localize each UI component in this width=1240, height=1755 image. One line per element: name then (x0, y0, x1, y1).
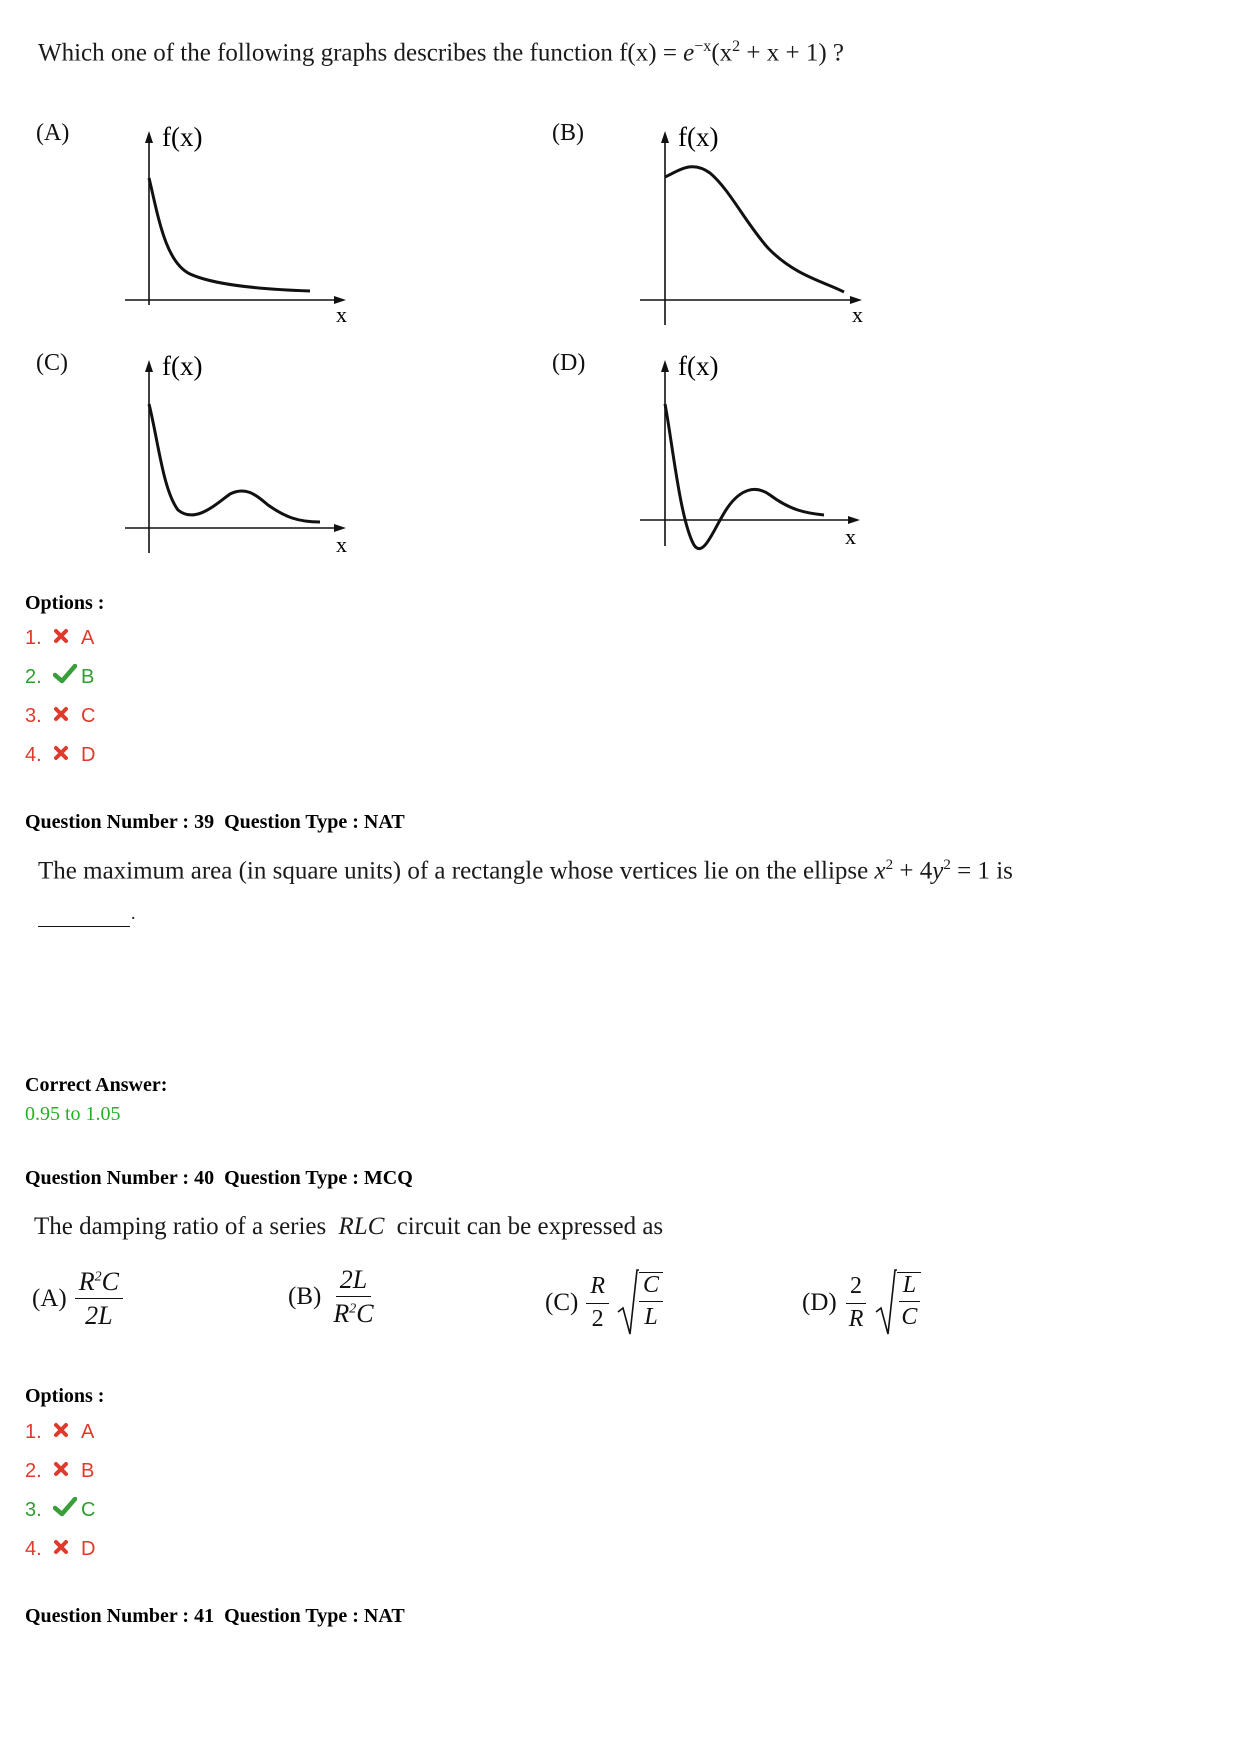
q40-option-2-label: B (81, 1459, 95, 1482)
q39-eq-mid: + 4 (899, 857, 933, 885)
q40-choice-b-label: (B) (288, 1282, 322, 1310)
q38-option-1-label: A (81, 626, 95, 649)
graph-c-xlabel: x (336, 532, 347, 557)
graph-a-xlabel: x (336, 302, 347, 327)
graphs-canvas (0, 0, 1240, 580)
cross-icon (53, 1538, 81, 1561)
q38-math-sq: 2 (732, 38, 741, 55)
q40-question-text (34, 1213, 663, 1241)
q40-choice-d-root-frac (897, 1272, 921, 1330)
q40-choice-d-coef (845, 1274, 868, 1331)
q38-option-3-label: C (81, 704, 96, 727)
q38-option-1-number: 1. (25, 626, 42, 649)
q39-header: Question Number : 39 Question Type : NAT (25, 811, 405, 833)
q40-choice-a-num-base: R (78, 1267, 95, 1296)
cross-icon (53, 705, 81, 728)
graph-c-label: (C) (36, 350, 68, 376)
graph-b-ylabel: f(x) (678, 122, 719, 152)
q39-question-body: The maximum area (in square units) of a rectangle whose vertices lie on the ellipse (38, 857, 869, 885)
graph-a-y-arrow (145, 131, 153, 143)
check-icon (53, 1497, 81, 1523)
q40-choice-c-coef-den: 2 (591, 1305, 604, 1332)
q38-option-2-label: B (81, 665, 95, 688)
q40-choice-b-denominator (329, 1297, 377, 1327)
q40-choice-b-den-base: R (333, 1299, 350, 1329)
q40-choice-d-coef-num: 2 (846, 1274, 866, 1303)
cross-icon (53, 627, 81, 650)
q39-answer-value: 0.95 to 1.05 (25, 1103, 121, 1125)
q39-eq-end: = 1 (957, 857, 990, 885)
q40-question-pre: The damping ratio of a series (34, 1213, 327, 1240)
q39-answer-blank (38, 916, 130, 927)
q40-choice-b-den-sup: 2 (349, 1301, 357, 1317)
graph-a (125, 122, 347, 327)
q38-option-4-number: 4. (25, 743, 42, 766)
q40-choice-a-label: (A) (32, 1284, 67, 1312)
graph-c-x-arrow (334, 524, 346, 532)
q39-eq-x: x (874, 857, 886, 885)
q39-answer-heading: Correct Answer: (25, 1074, 168, 1096)
q40-header: Question Number : 40 Question Type : MCQ (25, 1167, 413, 1189)
graph-d-y-arrow (661, 360, 669, 372)
q40-choice-d-label: (D) (802, 1289, 837, 1316)
q40-choice-d-root (875, 1268, 921, 1338)
q40-choice-a-fraction (75, 1268, 123, 1330)
q40-choice-d (802, 1268, 921, 1338)
q40-choice-c-coef-num: R (586, 1274, 609, 1303)
q38-option-4-label: D (81, 743, 96, 766)
q40-option-4-number: 4. (25, 1537, 42, 1560)
graph-d (640, 351, 860, 549)
q40-question-post: circuit can be expressed as (396, 1213, 664, 1240)
q40-option-3-number: 3. (25, 1498, 42, 1521)
graph-d-xlabel: x (845, 524, 856, 549)
q40-choice-c-root-den: L (644, 1304, 658, 1330)
q38-option-2[interactable] (25, 663, 94, 691)
q38-options-heading: Options : (25, 592, 105, 614)
graph-d-x-arrow (848, 516, 860, 524)
graph-b-curve (665, 167, 844, 292)
graph-a-ylabel: f(x) (162, 122, 203, 152)
q40-option-1-number: 1. (25, 1420, 42, 1443)
q38-option-1[interactable] (25, 624, 94, 652)
graph-d-ylabel: f(x) (678, 351, 719, 381)
q39-eq-y: y (932, 857, 944, 885)
q40-option-3-label: C (81, 1498, 96, 1521)
q40-choice-b-den-tail: C (356, 1299, 374, 1329)
q39-question-text (38, 857, 1013, 885)
q40-choice-a (32, 1268, 123, 1330)
q40-choice-c-root-frac (639, 1272, 663, 1330)
graph-b-y-arrow (661, 131, 669, 143)
q40-choice-d-coef-den: R (848, 1305, 864, 1332)
q38-math-tail: + x + 1) ? (746, 39, 845, 67)
q39-eq-sup2: 2 (943, 857, 951, 873)
graph-b-label: (B) (552, 120, 584, 146)
q40-option-3[interactable] (25, 1496, 95, 1524)
sqrt-icon (617, 1268, 639, 1338)
graph-b (640, 122, 863, 327)
q40-option-2[interactable] (25, 1457, 94, 1485)
q40-choice-c (545, 1268, 663, 1338)
q40-choice-c-label: (C) (545, 1289, 579, 1316)
q39-blank-period: . (131, 903, 136, 923)
graph-c-ylabel: f(x) (162, 351, 203, 381)
q40-choice-c-coef (586, 1274, 609, 1331)
q40-choice-b-fraction (329, 1266, 377, 1328)
q38-option-3[interactable] (25, 702, 95, 730)
q40-choice-d-root-num: L (899, 1273, 920, 1302)
q39-eq-sup1: 2 (885, 857, 894, 873)
cross-icon (53, 744, 81, 767)
graph-d-curve (665, 404, 824, 549)
sqrt-icon (875, 1268, 897, 1338)
q40-choice-b (288, 1266, 378, 1328)
q40-choice-a-num-tail: C (101, 1267, 119, 1296)
graph-a-curve (149, 178, 310, 291)
q41-header: Question Number : 41 Question Type : NAT (25, 1605, 405, 1627)
q40-option-1[interactable] (25, 1418, 94, 1446)
graph-c-y-arrow (145, 360, 153, 372)
q38-math-e: e (683, 39, 695, 67)
q40-choice-b-numerator: 2L (336, 1266, 371, 1297)
q40-question-rlc: RLC (338, 1213, 385, 1240)
graph-d-label: (D) (552, 350, 586, 376)
q40-options-heading: Options : (25, 1385, 105, 1407)
q38-option-3-number: 3. (25, 704, 42, 727)
q38-option-4[interactable] (25, 741, 95, 769)
q40-option-1-label: A (81, 1420, 95, 1443)
q40-option-4[interactable] (25, 1535, 95, 1563)
q40-choice-c-root (617, 1268, 663, 1338)
q39-eq-is: is (996, 857, 1013, 885)
q40-choice-a-num-sup: 2 (94, 1269, 102, 1285)
q38-option-2-number: 2. (25, 665, 42, 688)
q40-option-4-label: D (81, 1537, 96, 1560)
q40-choice-d-root-den: C (901, 1304, 918, 1330)
graph-c (125, 351, 347, 557)
q40-option-2-number: 2. (25, 1459, 42, 1482)
cross-icon (53, 1421, 81, 1444)
q38-question-prefix: Which one of the following graphs describes the function f(x) = (38, 39, 677, 67)
check-icon (53, 664, 81, 690)
q40-choice-c-root-num: C (639, 1273, 663, 1302)
q40-choice-a-denominator: 2L (85, 1301, 113, 1331)
cross-icon (53, 1460, 81, 1483)
graph-a-label: (A) (36, 120, 70, 146)
q38-math-exp: −x (694, 38, 712, 55)
q38-math-rest: (x (711, 39, 733, 67)
q40-choice-a-numerator (75, 1268, 123, 1299)
graph-b-xlabel: x (852, 302, 863, 327)
graph-c-curve (149, 404, 320, 522)
